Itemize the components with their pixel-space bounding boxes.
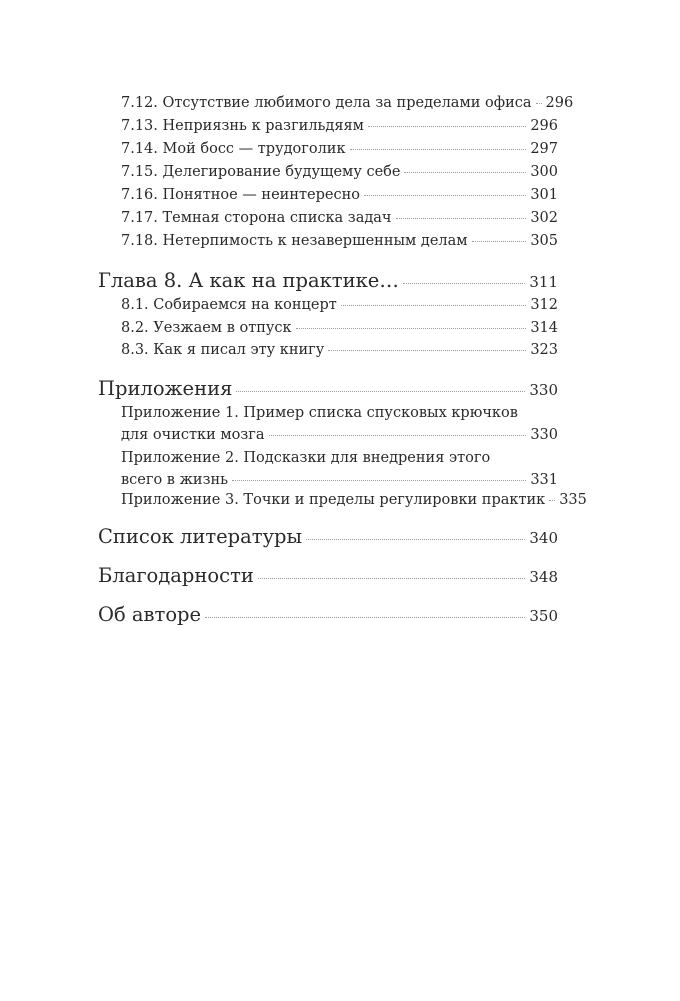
toc-section-entry[interactable] (121, 294, 558, 316)
dot-leader (328, 350, 526, 351)
toc-section-entry[interactable] (121, 402, 558, 446)
toc-page-number: 348 (529, 568, 558, 586)
toc-entry-title: для очистки мозга (121, 427, 265, 443)
dot-leader (403, 283, 526, 284)
toc-entry-title: 7.16. Понятное — неинтересно (121, 187, 360, 203)
dot-leader (364, 195, 526, 196)
toc-section-entry[interactable] (121, 115, 558, 137)
toc-entry-title: Приложение 2. Подсказки для внедрения этого (121, 450, 491, 466)
toc-section-entry[interactable] (121, 92, 574, 114)
toc-entry-title: 7.18. Нетерпимость к незавершенным делам (121, 233, 468, 249)
toc-page-number: 335 (559, 492, 587, 508)
toc-page-number: 302 (530, 210, 558, 226)
dot-leader (306, 539, 525, 540)
dot-leader (205, 617, 525, 618)
toc-entry-title: 7.14. Мой босс — трудоголик (121, 141, 346, 157)
toc-section-entry[interactable] (121, 207, 558, 229)
toc-section-entry[interactable] (121, 230, 558, 252)
toc-page-number: 297 (530, 141, 558, 157)
toc-section-entry[interactable] (121, 447, 558, 491)
toc-page-number: 305 (530, 233, 558, 249)
toc-entry-title: 8.3. Как я писал эту книгу (121, 342, 325, 358)
toc-entry-title: 7.17. Темная сторона списка задач (121, 210, 392, 226)
dot-leader (296, 328, 527, 329)
toc-chapter-entry[interactable] (98, 525, 558, 550)
dot-leader (472, 241, 527, 242)
toc-entry-title: Приложение 1. Пример списка спусковых крючков (121, 405, 518, 421)
toc-page-number: 314 (530, 320, 558, 336)
toc-page-number: 311 (529, 273, 558, 291)
toc-page-number: 296 (545, 95, 574, 111)
toc-entry-title: 7.12. Отсутствие любимого дела за пределами офиса (121, 95, 532, 111)
dot-leader (536, 103, 542, 104)
toc-section-entry[interactable] (121, 339, 558, 361)
toc-section-entry[interactable] (121, 138, 558, 160)
toc-page-number: 340 (529, 529, 558, 547)
toc-page-number: 301 (530, 187, 558, 203)
toc-section-entry[interactable] (121, 184, 558, 206)
dot-leader (549, 500, 555, 501)
toc-entry-title: Список литературы (98, 525, 303, 548)
toc-page-number: 331 (530, 472, 558, 488)
toc-page-number: 323 (530, 342, 558, 358)
dot-leader (236, 391, 525, 392)
dot-leader (269, 435, 527, 436)
toc-section-entry[interactable] (121, 489, 587, 511)
dot-leader (368, 126, 526, 127)
toc-chapter-entry[interactable] (98, 377, 558, 402)
toc-entry-title: Приложение 3. Точки и пределы регулировки практик (121, 492, 546, 508)
toc-entry-title: 8.2. Уезжаем в отпуск (121, 320, 292, 336)
toc-page-number: 296 (530, 118, 558, 134)
dot-leader (350, 149, 527, 150)
toc-entry-title: Приложения (98, 377, 233, 400)
toc-page-number: 300 (530, 164, 558, 180)
toc-chapter-entry[interactable] (98, 564, 558, 589)
toc-entry-title: 8.1. Собираемся на концерт (121, 297, 337, 313)
dot-leader (341, 305, 527, 306)
toc-page-number: 330 (529, 381, 558, 399)
toc-page-number: 350 (529, 607, 558, 625)
toc-section-entry[interactable] (121, 317, 558, 339)
toc-entry-title: 7.13. Неприязнь к разгильдяям (121, 118, 364, 134)
toc-chapter-entry[interactable] (98, 603, 558, 628)
dot-leader (396, 218, 527, 219)
dot-leader (404, 172, 526, 173)
toc-chapter-entry[interactable] (98, 269, 558, 294)
toc-entry-title: Об авторе (98, 603, 202, 626)
dot-leader (232, 480, 526, 481)
dot-leader (258, 578, 526, 579)
toc-entry-title: Глава 8. А как на практике… (98, 269, 399, 292)
toc-section-entry[interactable] (121, 161, 558, 183)
toc-entry-title: 7.15. Делегирование будущему себе (121, 164, 401, 180)
toc-entry-title: Благодарности (98, 564, 254, 587)
toc-page-number: 330 (530, 427, 558, 443)
toc-entry-title: всего в жизнь (121, 472, 229, 488)
toc-page-number: 312 (530, 297, 558, 313)
